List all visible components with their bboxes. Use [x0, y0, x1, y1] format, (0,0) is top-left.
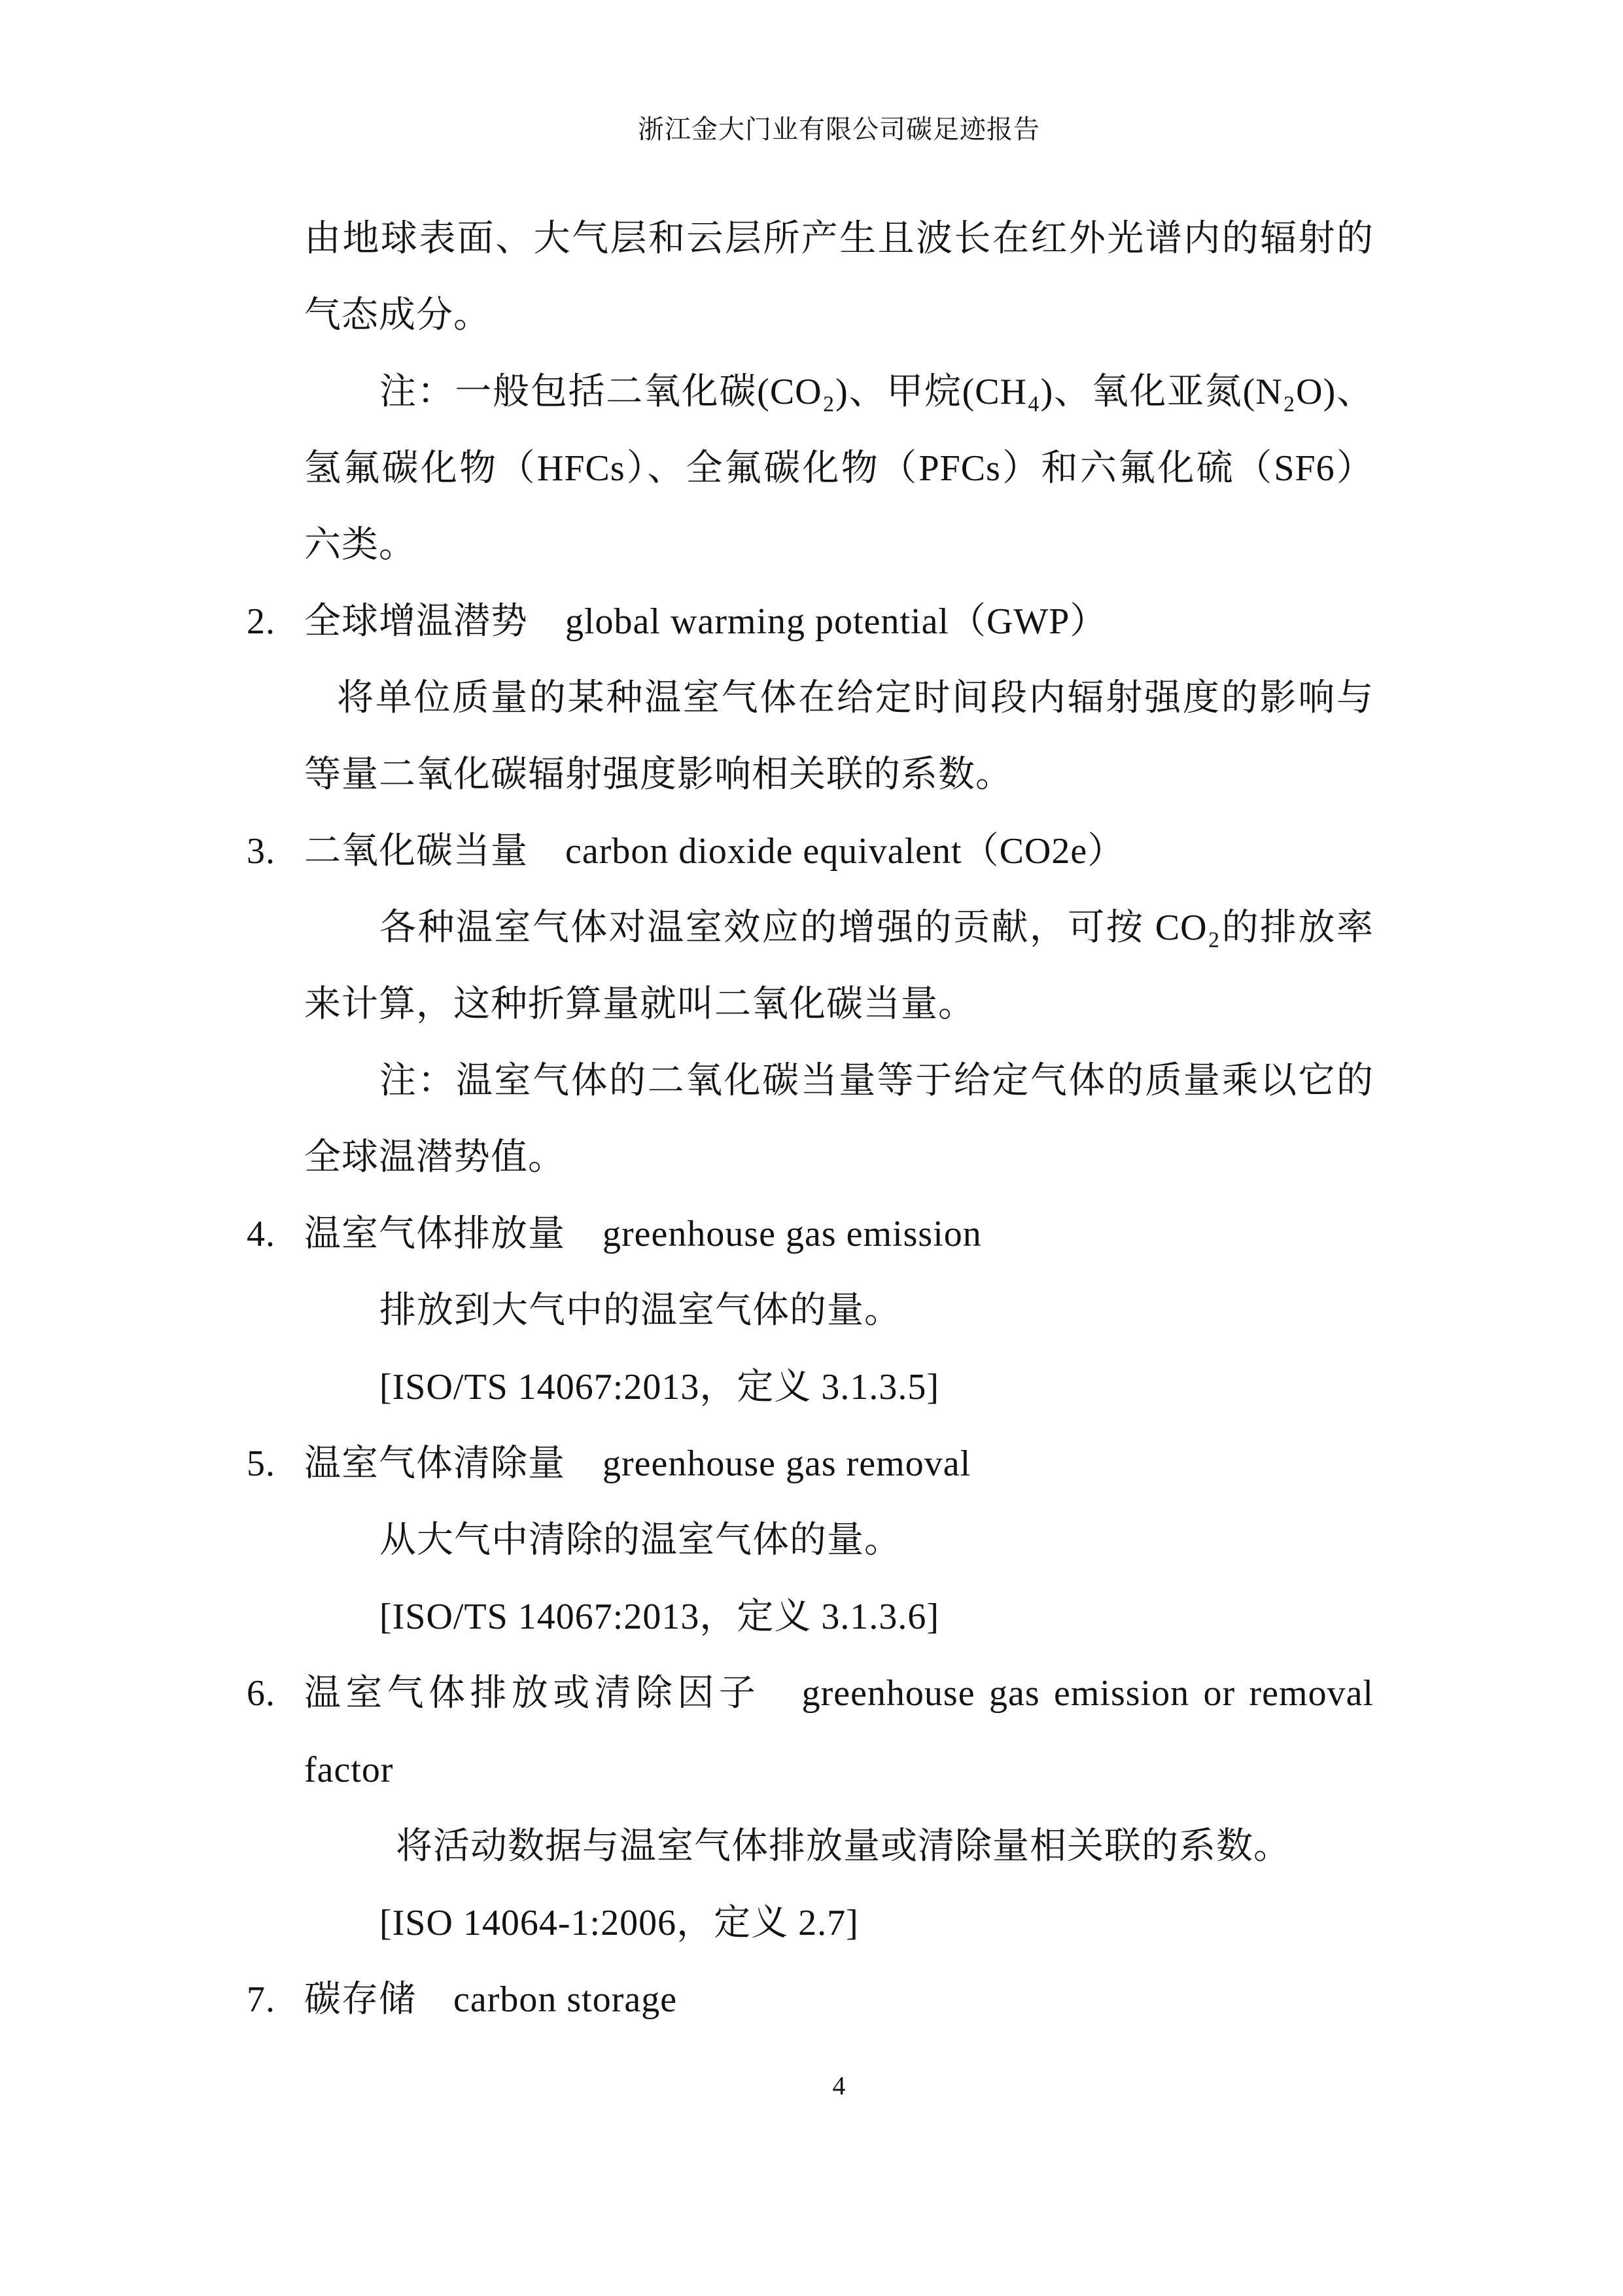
- item-3-body-line-2: 来计算，这种折算量就叫二氧化碳当量。: [304, 984, 975, 1025]
- item-4-term: 温室气体排放量 greenhouse gas emission: [304, 1214, 982, 1254]
- document-body: [247, 201, 1374, 2038]
- item-2-body-line-2: 等量二氧化碳辐射强度影响相关联的系数。: [304, 754, 1013, 795]
- item-3-heading: [247, 813, 1374, 890]
- item-5-heading: [247, 1426, 1374, 1502]
- item-3-number: 3.: [247, 831, 275, 872]
- item-2-heading: [247, 584, 1374, 660]
- header-title: 浙江金大门业有限公司碳足迹报告: [638, 115, 1040, 144]
- item-4-iso-reference: [ISO/TS 14067:2013，定义 3.1.3.5]: [379, 1367, 939, 1407]
- item-7-heading: [247, 1962, 1374, 2038]
- item-5-term: 温室气体清除量 greenhouse gas removal: [304, 1443, 971, 1484]
- note-1-line-1: 注：一般包括二氧化碳(CO₂)、甲烷(CH₄)、氧化亚氮(N₂O)、: [379, 372, 1374, 412]
- item-2-body-line-1: 将单位质量的某种温室气体在给定时间段内辐射强度的影响与: [337, 678, 1374, 718]
- note-1-line-3: 六类。: [304, 525, 416, 565]
- item-2-number: 2.: [247, 601, 275, 642]
- item-6-heading-line-2: factor: [304, 1750, 394, 1790]
- item-7-number: 7.: [247, 1979, 275, 2020]
- page-number: 4: [832, 2071, 846, 2100]
- item-3-term: 二氧化碳当量 carbon dioxide equivalent（CO2e）: [304, 831, 1125, 872]
- item-6-heading-line-1: [247, 1655, 1374, 1732]
- note-1-line-2: 氢氟碳化物（HFCs）、全氟碳化物（PFCs）和六氟化硫（SF6）: [304, 448, 1374, 489]
- item-4-heading: [247, 1196, 1374, 1273]
- item-6-body-line-1: 将活动数据与温室气体排放量或清除量相关联的系数。: [396, 1826, 1291, 1867]
- item-4-number: 4.: [247, 1214, 275, 1254]
- item-2-term: 全球增温潜势 global warming potential（GWP）: [304, 601, 1108, 642]
- item-4-body-line-1: 排放到大气中的温室气体的量。: [379, 1290, 901, 1331]
- item-6-term: 温室气体排放或清除因子 greenhouse gas emission or removal: [304, 1673, 1374, 1714]
- intro-line-2: 气态成分。: [304, 295, 491, 336]
- item-6-iso-reference: [ISO 14064-1:2006，定义 2.7]: [379, 1903, 859, 1943]
- item-7-term: 碳存储 carbon storage: [304, 1979, 678, 2020]
- item-5-body-line-1: 从大气中清除的温室气体的量。: [379, 1520, 901, 1561]
- item-5-number: 5.: [247, 1443, 275, 1484]
- item-5-iso-reference: [ISO/TS 14067:2013，定义 3.1.3.6]: [379, 1597, 939, 1637]
- item-3-note-line-2: 全球温潜势值。: [304, 1137, 565, 1178]
- item-6-number: 6.: [247, 1673, 275, 1714]
- item-3-body-line-1: 各种温室气体对温室效应的增强的贡献，可按 CO₂的排放率: [379, 908, 1374, 948]
- item-3-note-line-1: 注：温室气体的二氧化碳当量等于给定气体的质量乘以它的: [379, 1061, 1374, 1101]
- intro-line-1: 由地球表面、大气层和云层所产生且波长在红外光谱内的辐射的: [304, 219, 1374, 259]
